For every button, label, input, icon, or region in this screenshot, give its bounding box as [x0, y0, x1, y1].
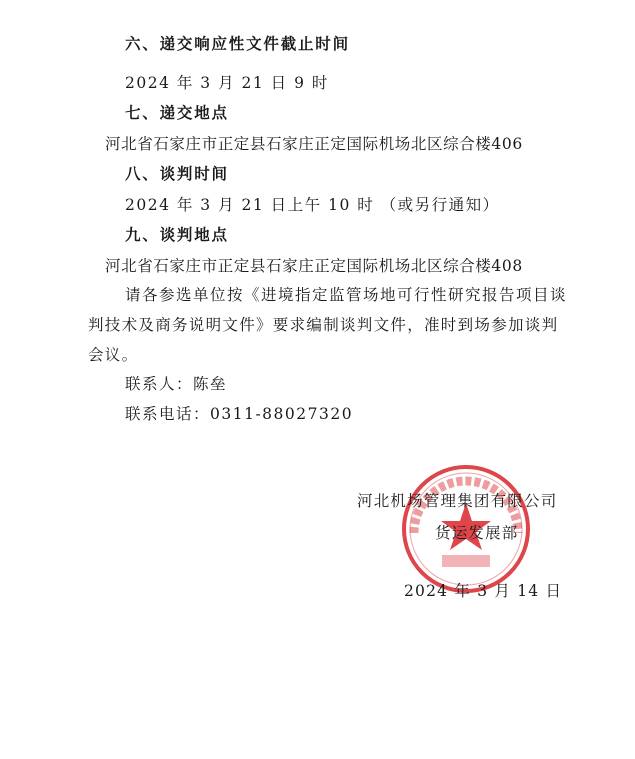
signature-company: 河北机场管理集团有限公司 — [357, 492, 558, 510]
section-7-heading: 七、递交地点 — [125, 104, 229, 122]
section-8-content: 2024 年 3 月 21 日上午 10 时 （或另行通知） — [125, 196, 500, 214]
signature-date: 2024 年 3 月 14 日 — [404, 582, 563, 600]
contact-person: 联系人：陈垒 — [125, 375, 228, 393]
notice-line-2: 判技术及商务说明文件》要求编制谈判文件，准时到场参加谈判 — [88, 316, 559, 334]
section-7-content: 河北省石家庄市正定县石家庄正定国际机场北区综合楼406 — [105, 135, 523, 153]
section-6-content: 2024 年 3 月 21 日 9 时 — [125, 74, 329, 92]
signature-department: 货运发展部 — [435, 524, 519, 542]
notice-line-3: 会议。 — [88, 346, 139, 364]
contact-phone: 联系电话：0311-88027320 — [125, 405, 354, 423]
section-9-content: 河北省石家庄市正定县石家庄正定国际机场北区综合楼408 — [105, 257, 523, 275]
section-8-heading: 八、谈判时间 — [125, 165, 229, 183]
section-9-heading: 九、谈判地点 — [125, 226, 229, 244]
notice-line-1: 请各参选单位按《进境指定监管场地可行性研究报告项目谈 — [125, 286, 568, 304]
section-6-heading: 六、递交响应性文件截止时间 — [125, 35, 350, 53]
